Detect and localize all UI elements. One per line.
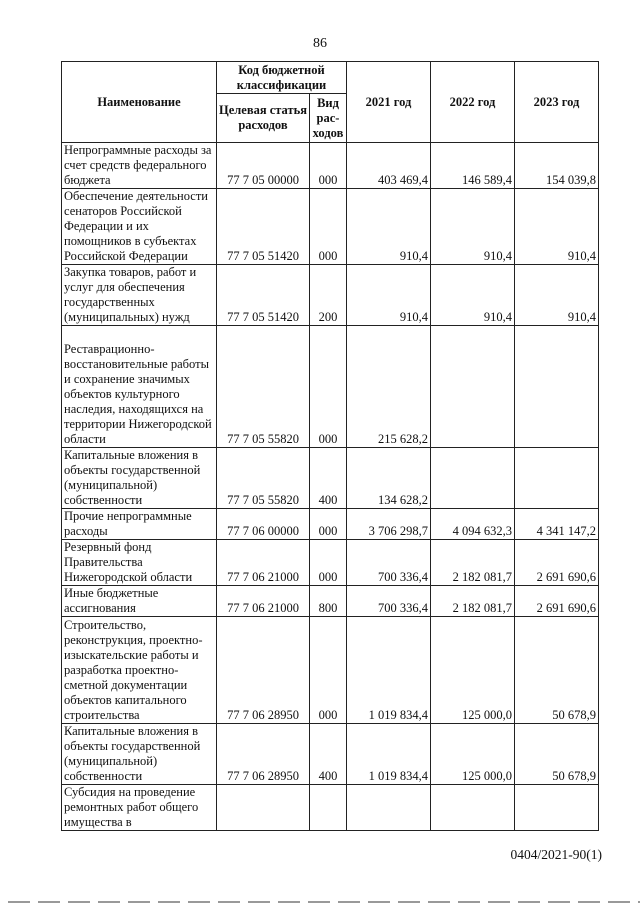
cell-target-code — [217, 785, 310, 831]
cell-vid — [310, 785, 347, 831]
cell-2021 — [347, 785, 431, 831]
cell-vid: 000 — [310, 509, 347, 540]
budget-table — [61, 61, 599, 831]
cell-2023: 910,4 — [515, 189, 599, 265]
cell-2023: 50 678,9 — [515, 724, 599, 785]
cell-target-code: 77 7 05 55820 — [217, 448, 310, 509]
cell-vid: 400 — [310, 448, 347, 509]
cell-target-code: 77 7 05 00000 — [217, 143, 310, 189]
cell-target-code: 77 7 05 55820 — [217, 326, 310, 448]
table-row — [62, 265, 599, 326]
cell-2021: 1 019 834,4 — [347, 617, 431, 724]
cell-2023: 50 678,9 — [515, 617, 599, 724]
cell-name: Капитальные вложения в объекты государственной (муниципальной) собственности — [62, 448, 217, 509]
cell-2021: 134 628,2 — [347, 448, 431, 509]
cell-name: Обеспечение деятельности сенаторов Российской Федерации и их помощников в субъектах Российской Федерации — [62, 189, 217, 265]
document-code: 0404/2021-90(1) — [510, 847, 602, 862]
header-2021: 2021 год — [347, 62, 431, 143]
header-code-group: Код бюджетной классификации — [217, 62, 347, 94]
table-header — [62, 62, 599, 143]
cell-2021: 1 019 834,4 — [347, 724, 431, 785]
header-2023: 2023 год — [515, 62, 599, 143]
table-row — [62, 509, 599, 540]
cell-vid: 200 — [310, 265, 347, 326]
cell-2021: 700 336,4 — [347, 540, 431, 586]
cell-2021: 403 469,4 — [347, 143, 431, 189]
table-row — [62, 617, 599, 724]
cell-2023: 2 691 690,6 — [515, 586, 599, 617]
cell-target-code: 77 7 06 28950 — [217, 617, 310, 724]
cell-2021: 3 706 298,7 — [347, 509, 431, 540]
cell-2022 — [431, 326, 515, 448]
header-target: Целевая статья расходов — [217, 94, 310, 143]
cell-2021: 700 336,4 — [347, 586, 431, 617]
cell-2022: 910,4 — [431, 189, 515, 265]
cell-name: Реставрационно-восстановительные работы и сохранение значимых объектов культурного наследия, находящихся на территории Нижегородской области — [62, 326, 217, 448]
cell-2021: 910,4 — [347, 265, 431, 326]
cell-2021: 910,4 — [347, 189, 431, 265]
cell-name: Капитальные вложения в объекты государственной (муниципальной) собственности — [62, 724, 217, 785]
table-row — [62, 326, 599, 448]
cell-vid: 000 — [310, 326, 347, 448]
cell-target-code: 77 7 06 28950 — [217, 724, 310, 785]
table-row — [62, 189, 599, 265]
cell-2023: 154 039,8 — [515, 143, 599, 189]
table-row — [62, 143, 599, 189]
cell-name: Закупка товаров, работ и услуг для обеспечения государственных (муниципальных) нужд — [62, 265, 217, 326]
cell-2021: 215 628,2 — [347, 326, 431, 448]
cell-vid: 000 — [310, 540, 347, 586]
cell-name: Субсидия на проведение ремонтных работ общего имущества в — [62, 785, 217, 831]
cell-target-code: 77 7 06 00000 — [217, 509, 310, 540]
scan-edge-line — [8, 901, 640, 903]
cell-vid: 000 — [310, 143, 347, 189]
table-row — [62, 785, 599, 831]
cell-2023 — [515, 448, 599, 509]
header-name: Наименование — [62, 62, 217, 143]
cell-2022 — [431, 448, 515, 509]
cell-2022: 2 182 081,7 — [431, 586, 515, 617]
cell-2023 — [515, 326, 599, 448]
cell-2023: 910,4 — [515, 265, 599, 326]
header-vid: Вид рас-ходов — [310, 94, 347, 143]
cell-2022: 146 589,4 — [431, 143, 515, 189]
table-row — [62, 586, 599, 617]
cell-2022: 125 000,0 — [431, 617, 515, 724]
cell-2023 — [515, 785, 599, 831]
cell-name: Резервный фонд Правительства Нижегородской области — [62, 540, 217, 586]
cell-vid: 000 — [310, 617, 347, 724]
cell-2023: 4 341 147,2 — [515, 509, 599, 540]
page-number: 86 — [313, 36, 327, 51]
table-body — [62, 143, 599, 831]
cell-target-code: 77 7 05 51420 — [217, 189, 310, 265]
cell-2022 — [431, 785, 515, 831]
cell-2022: 4 094 632,3 — [431, 509, 515, 540]
cell-vid: 400 — [310, 724, 347, 785]
table-row — [62, 540, 599, 586]
cell-target-code: 77 7 06 21000 — [217, 540, 310, 586]
cell-vid: 800 — [310, 586, 347, 617]
cell-2023: 2 691 690,6 — [515, 540, 599, 586]
table-row — [62, 724, 599, 785]
cell-name: Прочие непрограммные расходы — [62, 509, 217, 540]
cell-target-code: 77 7 05 51420 — [217, 265, 310, 326]
cell-name: Непрограммные расходы за счет средств федерального бюджета — [62, 143, 217, 189]
table-row — [62, 448, 599, 509]
cell-name: Иные бюджетные ассигнования — [62, 586, 217, 617]
cell-2022: 125 000,0 — [431, 724, 515, 785]
cell-vid: 000 — [310, 189, 347, 265]
header-2022: 2022 год — [431, 62, 515, 143]
cell-target-code: 77 7 06 21000 — [217, 586, 310, 617]
cell-2022: 2 182 081,7 — [431, 540, 515, 586]
cell-name: Строительство, реконструкция, проектно-изыскательские работы и разработка проектно-сметной документации объектов капитального строительства — [62, 617, 217, 724]
cell-2022: 910,4 — [431, 265, 515, 326]
